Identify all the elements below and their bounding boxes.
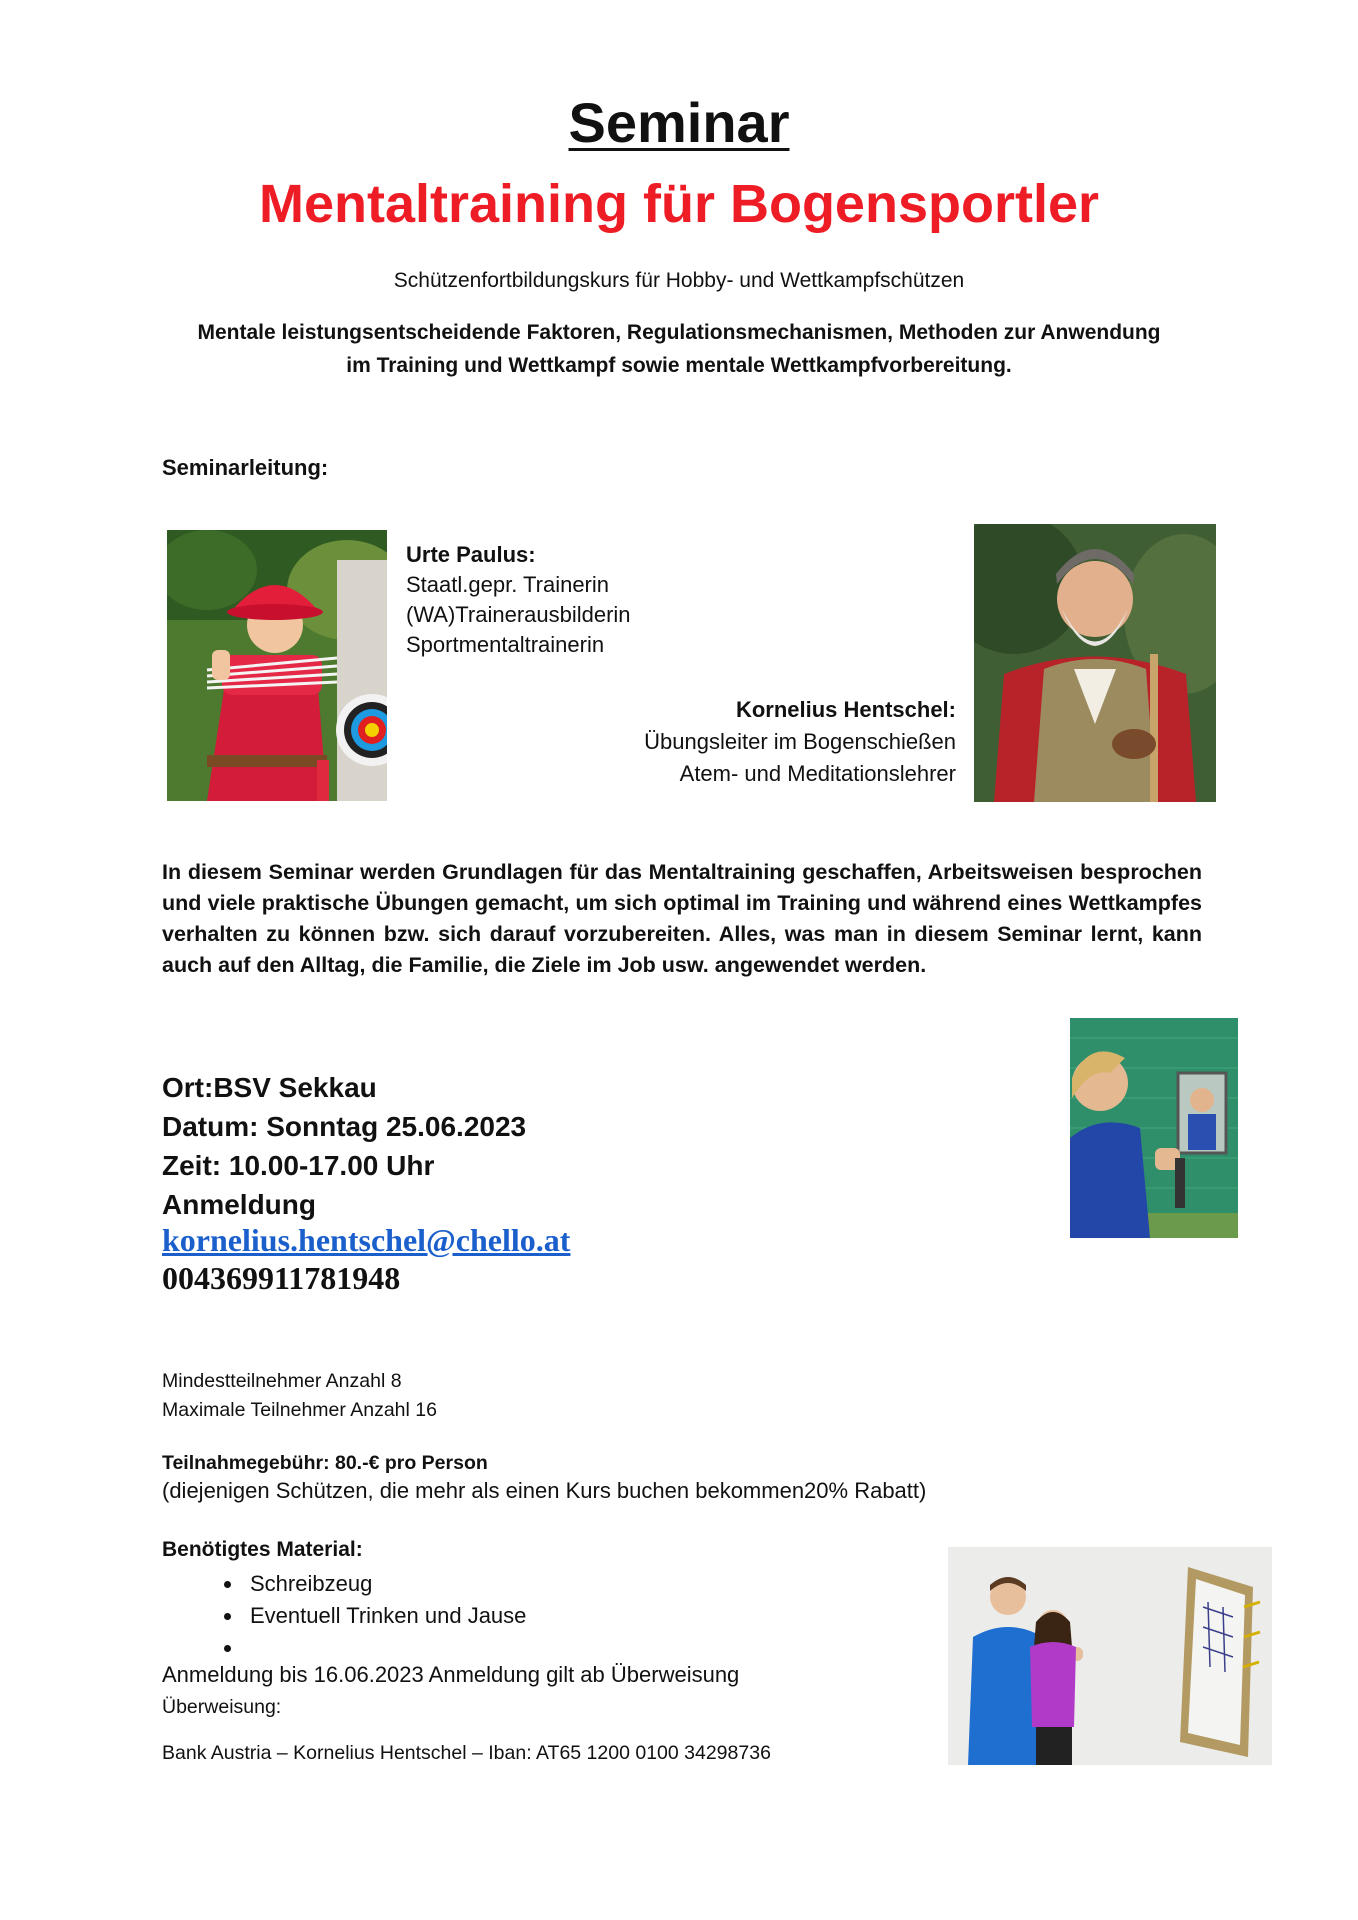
kornelius-hentschel-photo bbox=[974, 524, 1216, 802]
urte-paulus-photo bbox=[167, 530, 387, 801]
contact-phone: 004369911781948 bbox=[162, 1260, 401, 1296]
leader-qualification: (WA)Trainerausbilderin bbox=[406, 602, 631, 627]
material-heading: Benötigtes Material: bbox=[162, 1538, 363, 1561]
kornelius-hentschel-info bbox=[540, 694, 956, 790]
participant-limits bbox=[162, 1367, 437, 1425]
leader-qualification: Staatl.gepr. Trainerin bbox=[406, 572, 610, 597]
material-list bbox=[210, 1568, 526, 1664]
registration-label: Anmeldung bbox=[162, 1189, 316, 1220]
event-date: Datum: Sonntag 25.06.2023 bbox=[162, 1111, 527, 1142]
transfer-label: Überweisung: bbox=[162, 1696, 282, 1718]
max-participants: Maximale Teilnehmer Anzahl 16 bbox=[162, 1399, 437, 1421]
page-title bbox=[0, 88, 1358, 158]
mirror-exercise-photo bbox=[1070, 1018, 1238, 1238]
leader-qualification: Sportmentaltrainerin bbox=[406, 632, 605, 657]
target-practice-photo bbox=[948, 1547, 1272, 1765]
material-item: • Eventuell Trinken und Jause bbox=[244, 1600, 526, 1632]
leader-name: Kornelius Hentschel: bbox=[735, 697, 956, 722]
seminar-leaders-heading: Seminarleitung: bbox=[162, 455, 329, 480]
fee-discount-note: (diejenigen Schützen, die mehr als einen Kurs buchen bekommen20% Rabatt) bbox=[162, 1478, 927, 1503]
leader-name: Urte Paulus: bbox=[406, 542, 536, 567]
bank-details: Bank Austria – Kornelius Hentschel – Iban: AT65 1200 0100 34298736 bbox=[162, 1742, 771, 1764]
registration-deadline: Anmeldung bis 16.06.2023 Anmeldung gilt ab Überweisung bbox=[162, 1662, 740, 1687]
urte-paulus-info bbox=[406, 540, 631, 660]
seminar-intro: In diesem Seminar werden Grundlagen für das Mentaltraining geschaffen, Arbeitsweisen besprochen und viele praktische Übungen gemacht, um sich optimal im Training und während eines Wettkampfes verhalten zu können bzw. sich darauf vorzubereiten. Alles, was man in diesem Seminar lernt, kann auch auf den Alltag, die Familie, die Ziele im Job usw. angewendet werden. bbox=[162, 860, 1202, 977]
title-text: Seminar bbox=[568, 91, 790, 154]
material-item: • Schreibzeug bbox=[244, 1568, 526, 1600]
description-line: Mentale leistungsentscheidende Faktoren, Regulationsmechanismen, Methoden zur Anwendung bbox=[197, 321, 1161, 344]
description-line: im Training und Wettkampf sowie mentale Wettkampfvorbereitung. bbox=[346, 354, 1012, 377]
event-location: Ort:BSV Sekkau bbox=[162, 1072, 377, 1103]
leader-qualification: Übungsleiter im Bogenschießen bbox=[644, 729, 956, 754]
contact-email-link[interactable]: kornelius.hentschel@chello.at bbox=[162, 1222, 571, 1258]
material-item bbox=[244, 1632, 526, 1664]
event-details bbox=[162, 1068, 526, 1224]
event-time: Zeit: 10.00-17.00 Uhr bbox=[162, 1150, 435, 1181]
min-participants: Mindestteilnehmer Anzahl 8 bbox=[162, 1370, 402, 1392]
fee-label: Teilnahmegebühr: 80.-€ pro Person bbox=[162, 1452, 488, 1474]
seminar-subtitle: Mentaltraining für Bogensportler bbox=[258, 174, 1100, 234]
leader-qualification: Atem- und Meditationslehrer bbox=[679, 761, 956, 786]
seminar-description bbox=[0, 316, 1358, 382]
seminar-tagline: Schützenfortbildungskurs für Hobby- und Wettkampfschützen bbox=[393, 269, 965, 292]
